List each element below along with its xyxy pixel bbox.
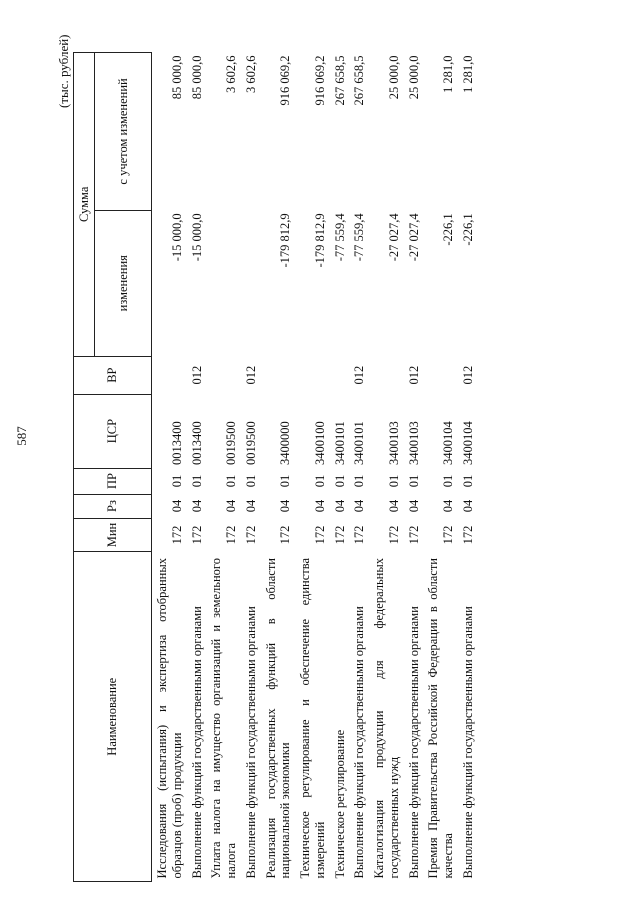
- row-change: -226,1: [460, 213, 475, 246]
- header-change: изменения: [95, 210, 152, 356]
- row-pr: 01: [460, 474, 475, 488]
- row-pr: 01: [189, 474, 204, 488]
- row-name: Выполнение функций государственными органами: [243, 606, 258, 879]
- row-total: 1 281,0: [441, 55, 455, 93]
- row-change: [206, 210, 241, 356]
- row-rz: 04: [386, 499, 401, 513]
- row-pr: 01: [243, 474, 258, 488]
- row-name: Техническое регулирование и обеспечение единства измерений: [298, 558, 327, 879]
- row-change: -77 559,4: [332, 213, 347, 262]
- row-vr: [295, 356, 330, 394]
- row-change: -226,1: [441, 213, 455, 246]
- row-rz: 04: [189, 499, 204, 513]
- table-row: [152, 53, 187, 882]
- table-row: [349, 53, 369, 882]
- row-pr: 01: [406, 474, 421, 488]
- row-min: 172: [189, 525, 204, 545]
- row-csr: 3400103: [386, 421, 401, 466]
- row-name: Премия Правительства Российской Федерации в области качества: [426, 558, 455, 879]
- row-rz: 04: [312, 499, 327, 513]
- row-total: 85 000,0: [169, 55, 184, 100]
- table-row: [423, 53, 458, 882]
- row-vr: [261, 356, 296, 394]
- row-min: 172: [278, 525, 293, 545]
- table-row: [187, 53, 207, 882]
- table-row: [404, 53, 424, 882]
- row-total: 267 658,5: [352, 55, 367, 106]
- row-vr: 012: [460, 365, 475, 385]
- row-vr: [330, 356, 350, 394]
- row-total: 25 000,0: [386, 55, 401, 100]
- row-change: -15 000,0: [189, 213, 204, 262]
- row-vr: 012: [352, 365, 367, 385]
- row-total: 3 602,6: [224, 55, 238, 93]
- row-change: -77 559,4: [352, 213, 367, 262]
- header-with-change: с учетом изменений: [95, 53, 152, 211]
- header-rz: Рз: [74, 494, 152, 518]
- row-pr: 01: [278, 474, 293, 488]
- row-total: 916 069,2: [312, 55, 327, 106]
- table-row: [295, 53, 330, 882]
- row-min: 172: [224, 525, 238, 545]
- row-name: Исследования (испытания) и экспертиза отобранных образцов (проб) продукции: [155, 558, 184, 879]
- row-total: 1 281,0: [460, 55, 475, 93]
- table-row: [369, 53, 404, 882]
- header-name: Наименование: [74, 552, 152, 882]
- row-total: 85 000,0: [189, 55, 204, 100]
- row-name: Выполнение функций государственными органами: [189, 606, 204, 879]
- header-vr: ВР: [74, 356, 152, 394]
- row-min: 172: [386, 525, 401, 545]
- row-min: 172: [243, 525, 258, 545]
- row-csr: 3400101: [332, 421, 347, 466]
- row-min: 172: [460, 525, 475, 545]
- row-csr: 3400104: [460, 421, 475, 466]
- row-change: -27 027,4: [386, 213, 401, 262]
- row-pr: 01: [224, 474, 238, 488]
- units-label: (тыс. рублей): [56, 34, 71, 108]
- table-body: [152, 53, 478, 882]
- row-change: -15 000,0: [169, 213, 184, 262]
- row-name: Каталогизация продукции для федеральных государственных нужд: [372, 558, 401, 879]
- row-csr: 3400103: [406, 421, 421, 466]
- row-name: Выполнение функций государственными органами: [352, 606, 367, 879]
- row-change: [241, 210, 261, 356]
- table-row: [458, 53, 478, 882]
- row-csr: 3400101: [352, 421, 367, 466]
- row-name: Уплата налога на имущество организаций и земельного налога: [209, 558, 238, 879]
- row-min: 172: [406, 525, 421, 545]
- row-change: -179 812,9: [312, 213, 327, 268]
- row-rz: 04: [224, 499, 238, 513]
- row-name: Выполнение функций государственными органами: [406, 606, 421, 879]
- budget-table: [73, 52, 478, 882]
- row-change: -179 812,9: [278, 213, 293, 268]
- row-pr: 01: [441, 474, 455, 488]
- row-csr: 0013400: [189, 421, 204, 466]
- row-name: Выполнение функций государственными органами: [460, 606, 475, 879]
- table-row: [206, 53, 241, 882]
- row-min: 172: [352, 525, 367, 545]
- row-csr: 3400100: [312, 421, 327, 466]
- row-min: 172: [312, 525, 327, 545]
- row-change: -27 027,4: [406, 213, 421, 262]
- row-rz: 04: [460, 499, 475, 513]
- row-vr: [206, 356, 241, 394]
- row-vr: [152, 356, 187, 394]
- header-pr: ПР: [74, 468, 152, 494]
- row-vr: 012: [189, 365, 204, 385]
- row-name: Техническое регулирование: [332, 729, 347, 879]
- row-min: 172: [332, 525, 347, 545]
- row-csr: 0013400: [169, 421, 184, 466]
- row-vr: 012: [243, 365, 258, 385]
- row-rz: 04: [352, 499, 367, 513]
- row-vr: [369, 356, 404, 394]
- row-total: 25 000,0: [406, 55, 421, 100]
- header-sum: Сумма: [74, 53, 95, 357]
- row-rz: 04: [332, 499, 347, 513]
- row-pr: 01: [169, 474, 184, 488]
- row-total: 267 658,5: [332, 55, 347, 106]
- row-rz: 04: [441, 499, 455, 513]
- row-csr: 0019500: [224, 421, 238, 466]
- row-min: 172: [441, 525, 455, 545]
- row-rz: 04: [406, 499, 421, 513]
- row-total: 916 069,2: [278, 55, 293, 106]
- page-number: 587: [14, 426, 29, 446]
- row-vr: [423, 356, 458, 394]
- row-rz: 04: [278, 499, 293, 513]
- row-total: 3 602,6: [243, 55, 258, 93]
- row-pr: 01: [386, 474, 401, 488]
- row-pr: 01: [332, 474, 347, 488]
- row-csr: 3400000: [278, 421, 293, 466]
- row-min: 172: [169, 525, 184, 545]
- row-vr: 012: [406, 365, 421, 385]
- row-rz: 04: [169, 499, 184, 513]
- row-csr: 3400104: [441, 421, 455, 466]
- header-csr: ЦСР: [74, 394, 152, 468]
- header-min: Мин: [74, 518, 152, 552]
- table-row: [241, 53, 261, 882]
- row-rz: 04: [243, 499, 258, 513]
- row-pr: 01: [352, 474, 367, 488]
- table-row: [330, 53, 350, 882]
- row-name: Реализация государственных функций в области национальной экономики: [263, 558, 293, 879]
- row-pr: 01: [312, 474, 327, 488]
- table-row: [261, 53, 296, 882]
- row-csr: 0019500: [243, 421, 258, 466]
